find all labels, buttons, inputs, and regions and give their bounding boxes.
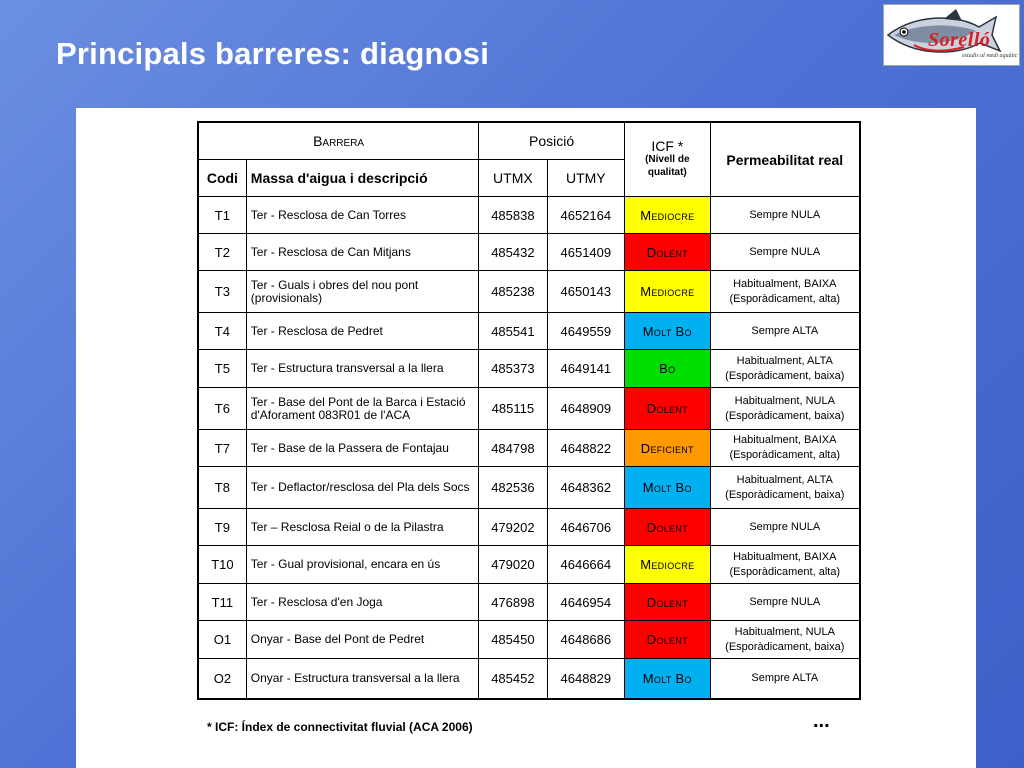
- table-row: [198, 271, 860, 313]
- row-utmy: 4649141: [547, 350, 624, 388]
- row-codi: T1: [198, 197, 246, 234]
- row-utmx: 476898: [479, 584, 547, 621]
- row-permeabilitat: [710, 350, 860, 388]
- row-icf-badge: Molt Bo: [625, 659, 711, 699]
- header-barrera: Barrera: [198, 122, 479, 160]
- row-description: Ter - Guals i obres del nou pont (provisionals): [246, 271, 478, 313]
- table-row: [198, 350, 860, 388]
- permeabilitat-main: Sempre ALTA: [751, 324, 819, 337]
- row-description: Ter - Base del Pont de la Barca i Estació d'Aforament 083R01 de l'ACA: [246, 388, 478, 430]
- permeabilitat-secondary: (Esporàdicament, baixa): [725, 409, 845, 422]
- permeabilitat-secondary: (Esporàdicament, baixa): [725, 369, 845, 382]
- row-description: Onyar - Base del Pont de Pedret: [246, 621, 478, 659]
- permeabilitat-main: Habitualment, BAIXA: [733, 550, 837, 563]
- permeabilitat-secondary: (Esporàdicament, alta): [729, 449, 841, 461]
- permeabilitat-secondary: (Esporàdicament, alta): [729, 565, 841, 578]
- permeabilitat-main: Sempre NULA: [749, 208, 821, 221]
- row-permeabilitat: [710, 659, 860, 699]
- header-icf: [625, 122, 711, 197]
- permeabilitat-main: Sempre NULA: [749, 595, 821, 608]
- permeabilitat-main: Habitualment, ALTA: [736, 354, 833, 367]
- row-codi: O1: [198, 621, 246, 659]
- row-utmx: 485452: [479, 659, 547, 699]
- icf-footnote: * ICF: Índex de connectivitat fluvial (ACA 2006): [207, 720, 473, 734]
- table-row: [198, 388, 860, 430]
- row-utmy: 4646954: [547, 584, 624, 621]
- row-description: Onyar - Estructura transversal a la llera: [246, 659, 478, 699]
- row-utmx: 484798: [479, 430, 547, 467]
- row-utmx: 485541: [479, 313, 547, 350]
- permeabilitat-main: Habitualment, BAIXA: [733, 434, 837, 446]
- row-utmx: 482536: [479, 467, 547, 509]
- row-permeabilitat: [710, 271, 860, 313]
- row-utmy: 4652164: [547, 197, 624, 234]
- table-row: [198, 234, 860, 271]
- row-permeabilitat: [710, 234, 860, 271]
- row-icf-badge: Dolent: [625, 621, 711, 659]
- logo-text: Sorelló: [928, 29, 991, 51]
- table-row: [198, 659, 860, 699]
- row-utmx: 479020: [479, 546, 547, 584]
- row-description: Ter - Gual provisional, encara en ús: [246, 546, 478, 584]
- row-codi: T8: [198, 467, 246, 509]
- row-permeabilitat: [710, 621, 860, 659]
- logo-tagline: estudis al medi aquàtic: [962, 53, 1018, 59]
- row-utmy: 4648909: [547, 388, 624, 430]
- table-row: [198, 197, 860, 234]
- row-utmx: 485450: [479, 621, 547, 659]
- table-row: [198, 621, 860, 659]
- row-utmy: 4649559: [547, 313, 624, 350]
- header-permeabilitat: Permeabilitat real: [710, 122, 860, 197]
- row-permeabilitat: [710, 509, 860, 546]
- group-header-row: [198, 122, 860, 160]
- permeabilitat-secondary: (Esporàdicament, alta): [729, 292, 841, 305]
- table-body: [198, 197, 860, 699]
- row-utmy: 4646664: [547, 546, 624, 584]
- row-icf-badge: Molt Bo: [625, 313, 711, 350]
- permeabilitat-main: Sempre NULA: [749, 245, 821, 258]
- row-icf-badge: Dolent: [625, 388, 711, 430]
- row-utmy: 4646706: [547, 509, 624, 546]
- header-codi: Codi: [198, 160, 246, 197]
- row-codi: T11: [198, 584, 246, 621]
- row-utmy: 4648686: [547, 621, 624, 659]
- content-panel: [76, 108, 976, 768]
- row-permeabilitat: [710, 197, 860, 234]
- row-icf-badge: Mediocre: [625, 271, 711, 313]
- row-utmy: 4648362: [547, 467, 624, 509]
- permeabilitat-main: Sempre ALTA: [751, 671, 819, 684]
- row-description: Ter - Resclosa d'en Joga: [246, 584, 478, 621]
- row-utmx: 485238: [479, 271, 547, 313]
- header-utmx: UTMX: [479, 160, 547, 197]
- row-codi: O2: [198, 659, 246, 699]
- permeabilitat-secondary: (Esporàdicament, baixa): [725, 488, 845, 501]
- table-row: [198, 546, 860, 584]
- row-utmx: 479202: [479, 509, 547, 546]
- row-codi: T9: [198, 509, 246, 546]
- row-permeabilitat: [710, 388, 860, 430]
- row-icf-badge: Mediocre: [625, 546, 711, 584]
- continuation-ellipsis: ...: [813, 710, 830, 732]
- barriers-table: [197, 121, 861, 700]
- row-permeabilitat: [710, 467, 860, 509]
- row-utmx: 485115: [479, 388, 547, 430]
- sorello-logo: [883, 4, 1020, 66]
- row-utmx: 485432: [479, 234, 547, 271]
- permeabilitat-secondary: (Esporàdicament, baixa): [725, 640, 845, 653]
- header-utmy: UTMY: [547, 160, 624, 197]
- row-icf-badge: Dolent: [625, 584, 711, 621]
- permeabilitat-main: Habitualment, NULA: [734, 625, 835, 638]
- row-utmy: 4648829: [547, 659, 624, 699]
- row-icf-badge: Bo: [625, 350, 711, 388]
- slide-title: Principals barreres: diagnosi: [56, 36, 490, 71]
- row-description: Ter - Estructura transversal a la llera: [246, 350, 478, 388]
- permeabilitat-main: Habitualment, NULA: [734, 394, 835, 407]
- row-codi: T7: [198, 430, 246, 467]
- row-icf-badge: Deficient: [625, 430, 711, 467]
- row-codi: T2: [198, 234, 246, 271]
- row-utmx: 485838: [479, 197, 547, 234]
- row-description: Ter - Deflactor/resclosa del Pla dels Socs: [246, 467, 478, 509]
- permeabilitat-main: Sempre NULA: [749, 520, 821, 533]
- row-codi: T3: [198, 271, 246, 313]
- row-description: Ter - Resclosa de Pedret: [246, 313, 478, 350]
- table-row: [198, 430, 860, 467]
- row-utmx: 485373: [479, 350, 547, 388]
- row-icf-badge: Molt Bo: [625, 467, 711, 509]
- row-description: Ter – Resclosa Reial o de la Pilastra: [246, 509, 478, 546]
- header-icf-subtitle: (Nivell de qualitat): [645, 154, 690, 178]
- row-utmy: 4651409: [547, 234, 624, 271]
- row-codi: T10: [198, 546, 246, 584]
- row-description: Ter - Resclosa de Can Torres: [246, 197, 478, 234]
- row-codi: T6: [198, 388, 246, 430]
- header-icf-title: ICF *: [651, 138, 684, 154]
- row-permeabilitat: [710, 546, 860, 584]
- row-utmy: 4650143: [547, 271, 624, 313]
- permeabilitat-main: Habitualment, ALTA: [736, 473, 833, 486]
- row-description: Ter - Resclosa de Can Mitjans: [246, 234, 478, 271]
- row-codi: T4: [198, 313, 246, 350]
- row-icf-badge: Dolent: [625, 234, 711, 271]
- table-row: [198, 467, 860, 509]
- row-permeabilitat: [710, 430, 860, 467]
- row-utmy: 4648822: [547, 430, 624, 467]
- row-codi: T5: [198, 350, 246, 388]
- table-row: [198, 313, 860, 350]
- row-permeabilitat: [710, 584, 860, 621]
- row-description: Ter - Base de la Passera de Fontajau: [246, 430, 478, 467]
- header-massa: Massa d'aigua i descripció: [246, 160, 478, 197]
- table-row: [198, 509, 860, 546]
- table-row: [198, 584, 860, 621]
- row-icf-badge: Mediocre: [625, 197, 711, 234]
- row-icf-badge: Dolent: [625, 509, 711, 546]
- permeabilitat-main: Habitualment, BAIXA: [733, 277, 837, 290]
- header-posicio: Posició: [479, 122, 625, 160]
- row-permeabilitat: [710, 313, 860, 350]
